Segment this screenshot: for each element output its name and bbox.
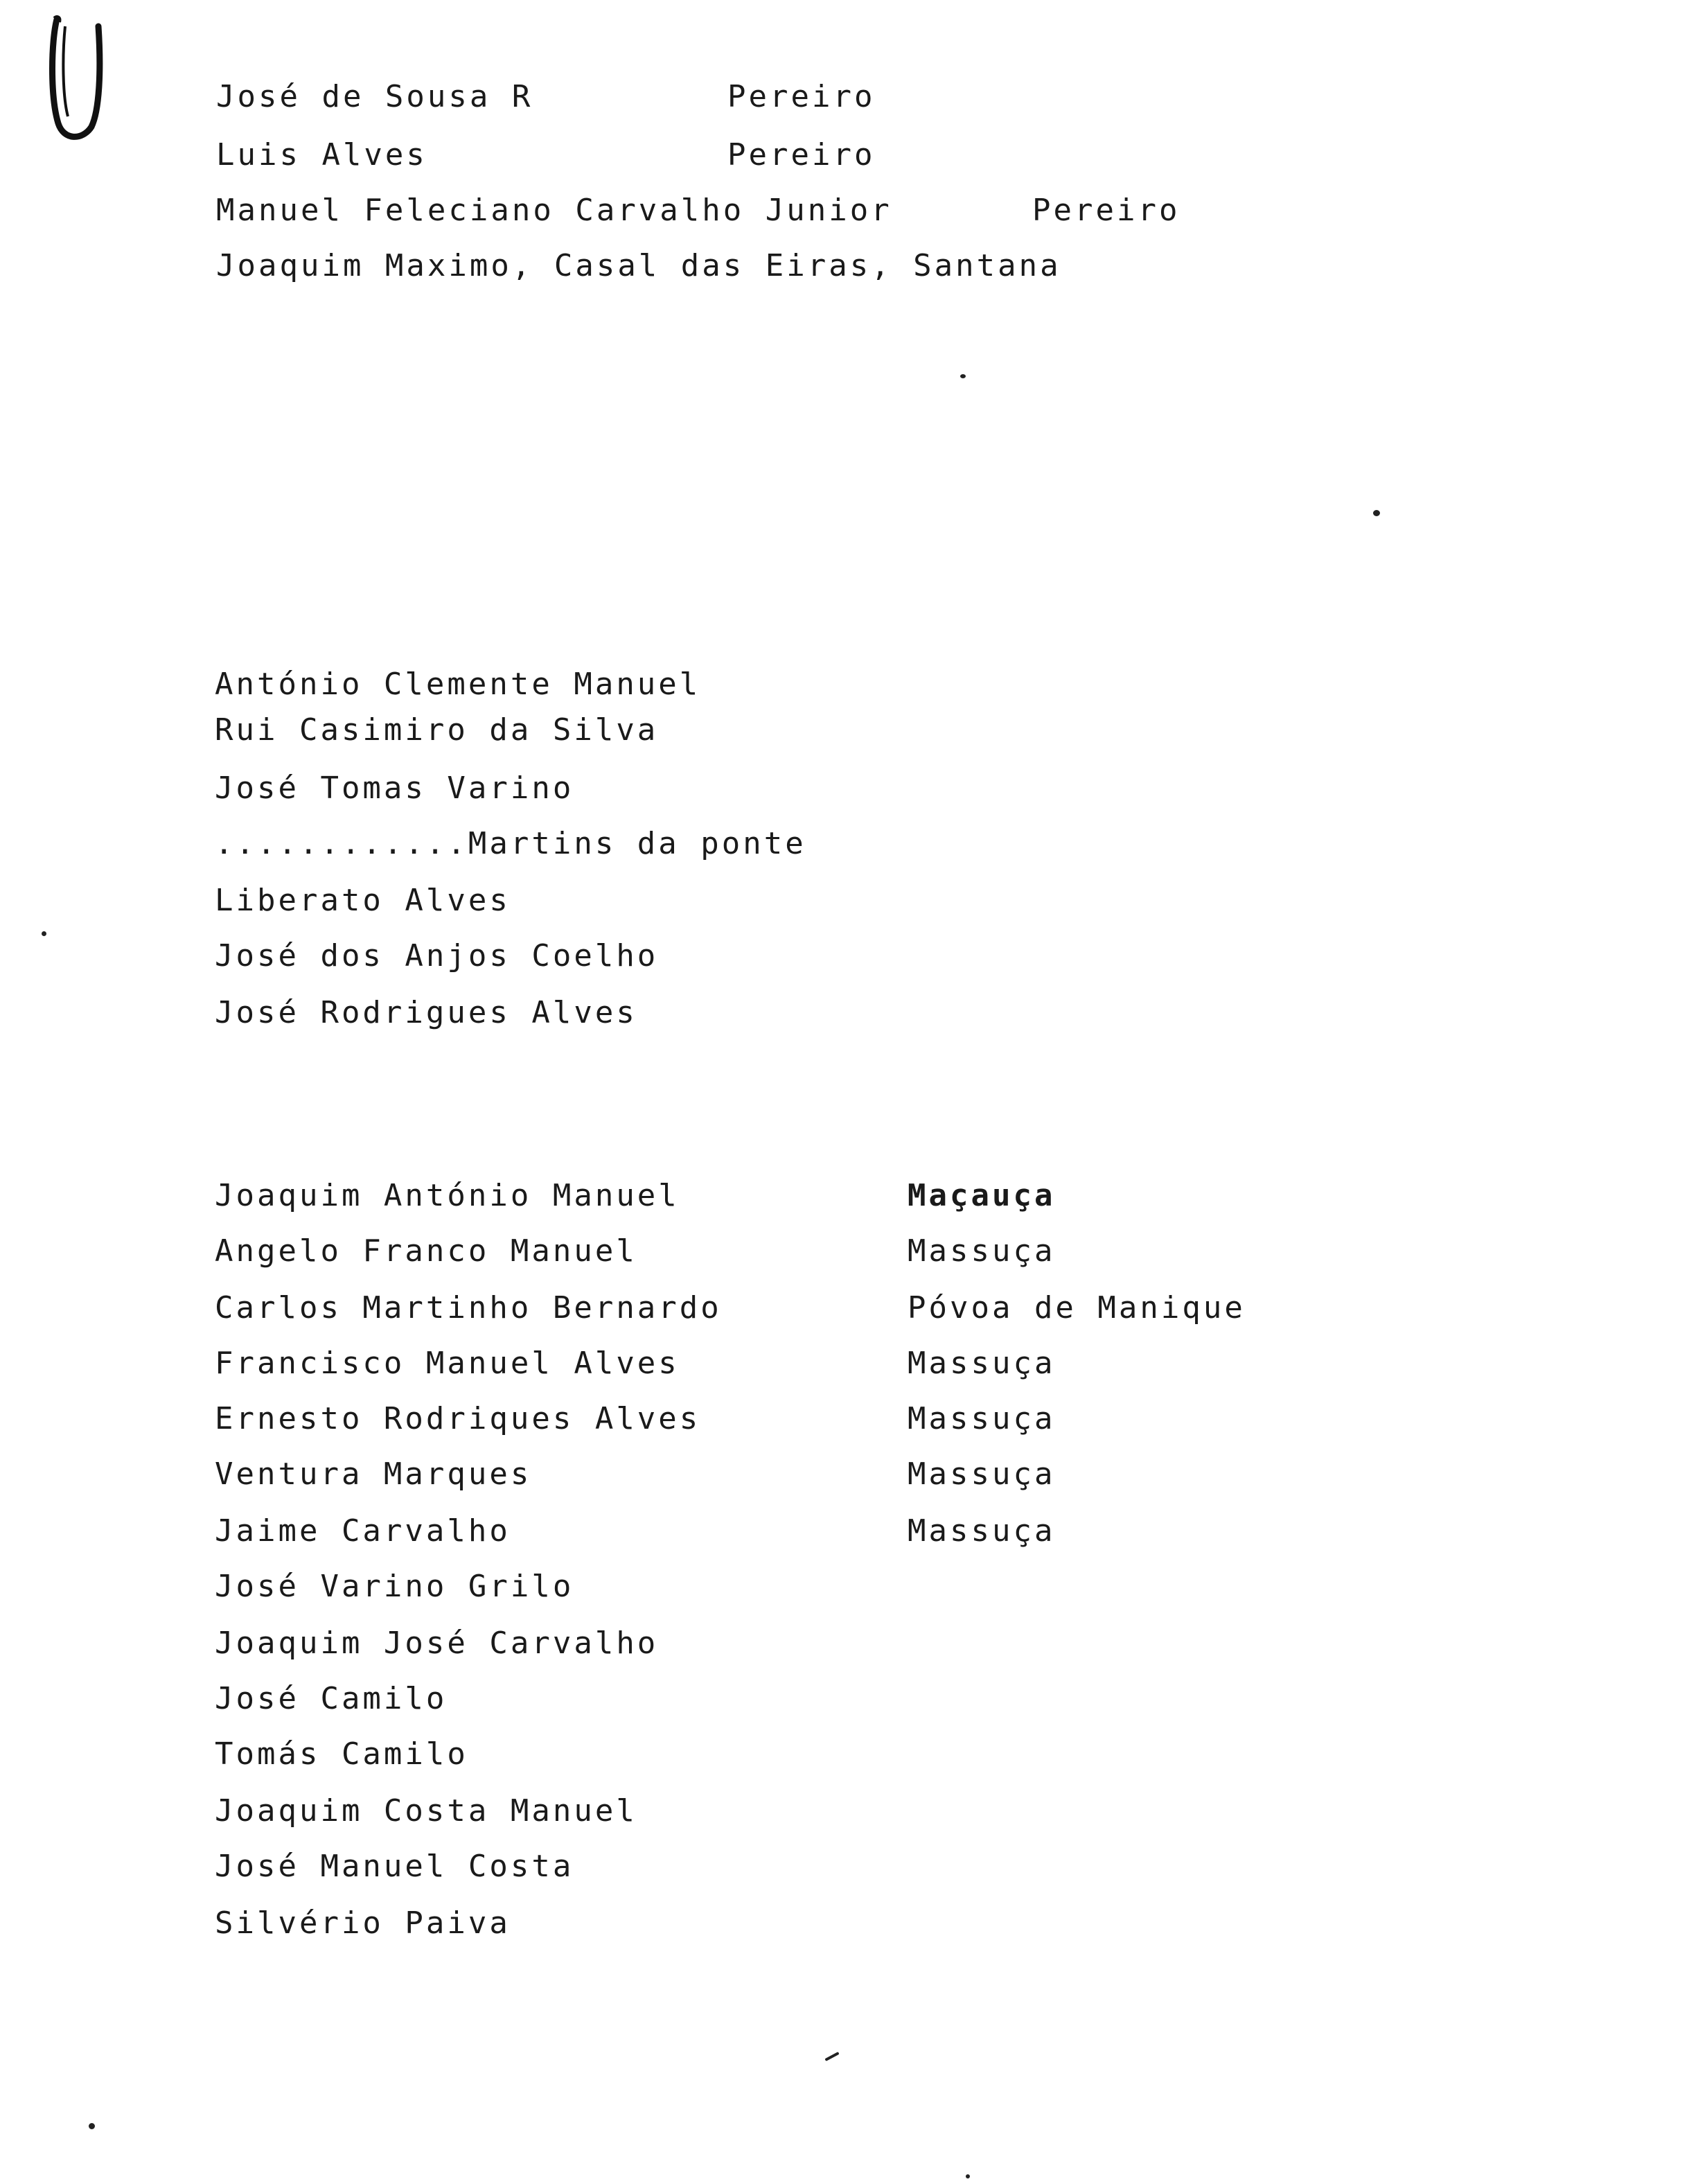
group1-place-2: Pereiro <box>727 137 876 173</box>
group2-name-5: Liberato Alves <box>215 883 511 918</box>
group3-name-11: Tomás Camilo <box>215 1736 468 1772</box>
group1-name-2: Luis Alves <box>216 137 427 173</box>
group3-place-7: Massuça <box>908 1513 1056 1549</box>
scan-speck <box>966 2174 970 2178</box>
group3-place-3: Póvoa de Manique <box>908 1290 1246 1326</box>
group3-place-5: Massuça <box>908 1401 1056 1436</box>
group3-name-10: José Camilo <box>215 1681 448 1716</box>
scan-speck <box>960 374 966 378</box>
group1-name-3: Manuel Feleciano Carvalho Junior <box>216 193 892 228</box>
group3-place-1: Maçauça <box>908 1178 1056 1213</box>
group3-name-6: Ventura Marques <box>215 1456 532 1492</box>
group3-place-6: Massuça <box>908 1456 1056 1492</box>
group3-name-1: Joaquim António Manuel <box>215 1178 680 1213</box>
group3-name-5: Ernesto Rodriques Alves <box>215 1401 701 1436</box>
group3-name-7: Jaime Carvalho <box>215 1513 511 1549</box>
group3-place-2: Massuça <box>908 1233 1056 1269</box>
group2-name-1: António Clemente Manuel <box>215 667 701 702</box>
group3-name-9: Joaquim José Carvalho <box>215 1626 659 1661</box>
group2-name-6: José dos Anjos Coelho <box>215 938 659 974</box>
scan-speck <box>1373 510 1380 516</box>
group3-name-8: José Varino Grilo <box>215 1569 574 1604</box>
group3-name-13: José Manuel Costa <box>215 1849 574 1884</box>
group1-place-1: Pereiro <box>727 79 876 114</box>
group2-name-7: José Rodrigues Alves <box>215 995 637 1030</box>
group3-name-14: Silvério Paiva <box>215 1905 511 1941</box>
group1-place-3: Pereiro <box>1032 193 1180 228</box>
group2-name-4: ............Martins da ponte <box>215 826 806 861</box>
group3-name-4: Francisco Manuel Alves <box>215 1346 680 1381</box>
group2-name-3: José Tomas Varino <box>215 770 574 806</box>
scan-speck <box>89 2123 95 2129</box>
group2-name-2: Rui Casimiro da Silva <box>215 712 659 748</box>
scan-speck <box>824 2052 839 2061</box>
group3-name-3: Carlos Martinho Bernardo <box>215 1290 722 1326</box>
group3-name-12: Joaquim Costa Manuel <box>215 1793 637 1829</box>
group3-place-4: Massuça <box>908 1346 1056 1381</box>
group1-name-1: José de Sousa R <box>216 79 533 114</box>
group3-name-2: Angelo Franco Manuel <box>215 1233 637 1269</box>
group1-name-4: Joaquim Maximo, Casal das Eiras, Santana <box>216 248 1061 283</box>
scan-speck <box>42 931 46 936</box>
handwritten-u-mark <box>44 12 114 144</box>
